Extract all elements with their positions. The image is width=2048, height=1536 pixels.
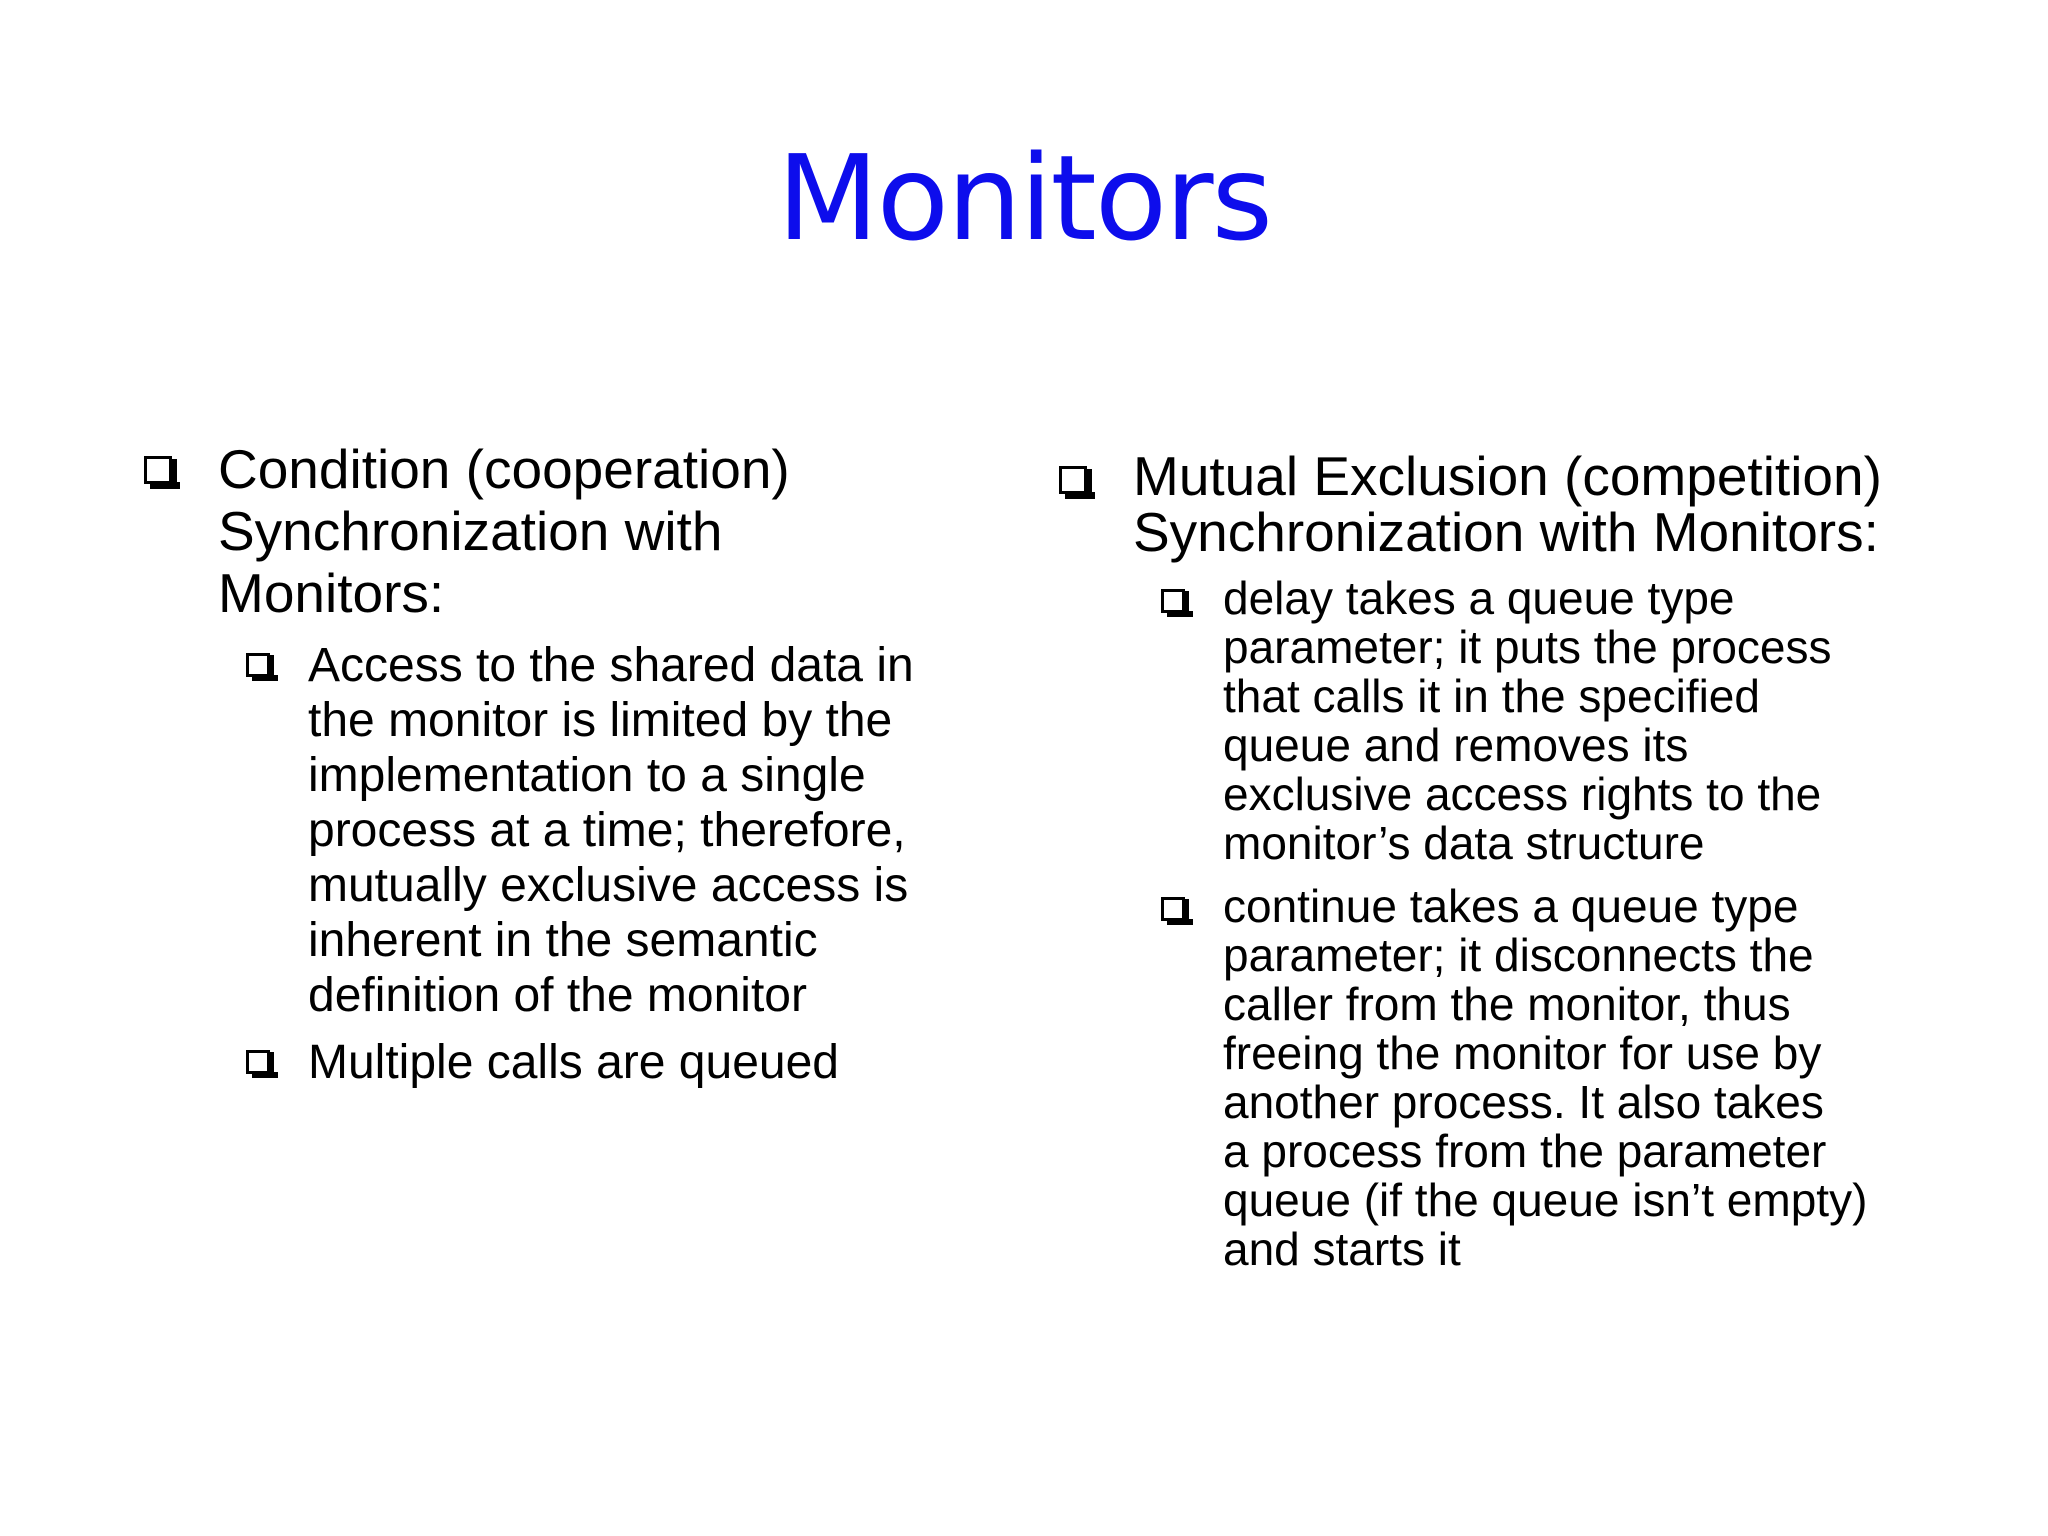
text-line: Synchronization with Monitors: (1133, 501, 1879, 563)
text-line: caller from the monitor, thus (1223, 978, 1791, 1030)
text-line: a process from the parameter (1223, 1125, 1827, 1177)
list-item-text (246, 1035, 994, 1090)
right-column (1059, 445, 2019, 1275)
text-line: parameter; it puts the process (1223, 621, 1832, 673)
text-line: definition of the monitor (308, 969, 807, 1022)
text-line: that calls it in the specified (1223, 670, 1760, 722)
text-line: another process. It also takes (1223, 1076, 1824, 1128)
text-line: queue and removes its (1223, 719, 1689, 771)
right-heading-text (1059, 445, 2019, 563)
text-line: Condition (cooperation) (218, 438, 790, 500)
text-line: mutually exclusive access is (308, 859, 909, 912)
list-item-text (1161, 882, 2019, 1274)
left-column (144, 438, 994, 1090)
text-line: freeing the monitor for use by (1223, 1027, 1822, 1079)
left-heading-bullet (144, 438, 994, 624)
text-line: continue takes a queue type (1223, 880, 1799, 932)
text-line: exclusive access rights to the (1223, 768, 1822, 820)
list-item (246, 1035, 994, 1090)
checkbox-icon (246, 1050, 270, 1074)
right-heading-bullet (1059, 445, 2019, 563)
text-line: Monitors: (218, 562, 445, 624)
text-line: delay takes a queue type (1223, 572, 1735, 624)
checkbox-icon (1059, 466, 1087, 494)
text-line: implementation to a single (308, 749, 866, 802)
checkbox-icon (144, 456, 172, 484)
checkbox-icon (1161, 897, 1185, 921)
list-item (1161, 574, 2019, 868)
list-item (246, 638, 994, 1023)
checkbox-icon (246, 653, 270, 677)
text-line: inherent in the semantic (308, 914, 818, 967)
text-line: monitor’s data structure (1223, 817, 1705, 869)
text-line: Mutual Exclusion (competition) (1133, 445, 1882, 507)
list-item (1161, 882, 2019, 1274)
text-line: Synchronization with (218, 500, 723, 562)
slide-title: Monitors (776, 129, 1272, 267)
list-item-text (246, 638, 994, 1023)
text-line: the monitor is limited by the (308, 694, 893, 747)
text-line: process at a time; therefore, (308, 804, 906, 857)
left-heading-text (144, 438, 994, 624)
text-line: queue (if the queue isn’t empty) (1223, 1174, 1868, 1226)
left-sub-list (144, 638, 994, 1090)
text-line: and starts it (1223, 1223, 1461, 1275)
right-sub-list (1059, 574, 2019, 1274)
text-line: Access to the shared data in (308, 639, 914, 692)
checkbox-icon (1161, 589, 1185, 613)
text-line: parameter; it disconnects the (1223, 929, 1814, 981)
list-item-text (1161, 574, 2019, 868)
text-line: Multiple calls are queued (308, 1036, 839, 1089)
